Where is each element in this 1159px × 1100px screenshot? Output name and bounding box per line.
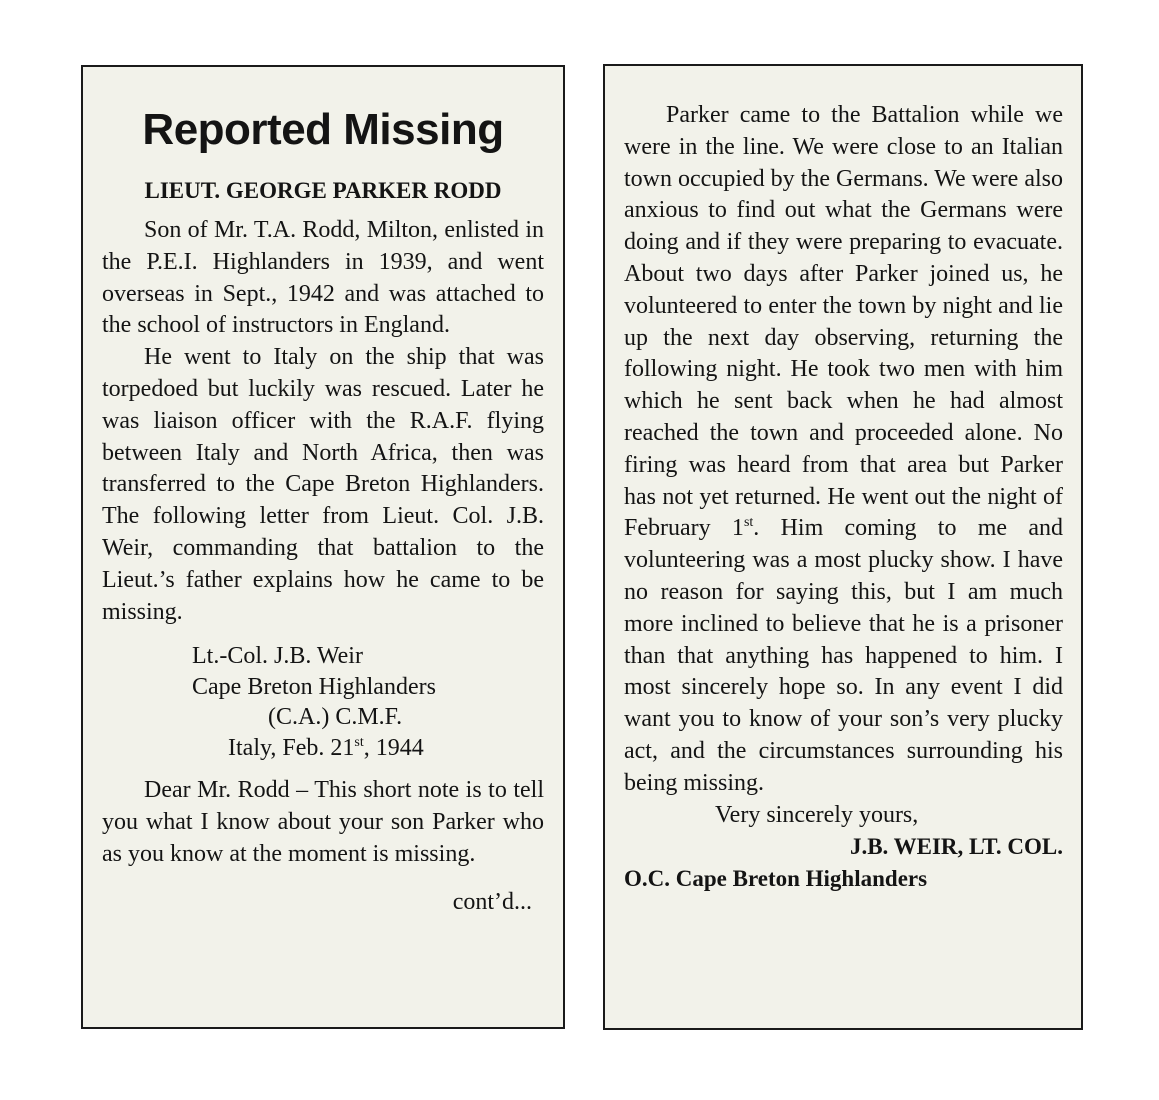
service-paragraph: He went to Italy on the ship that was torpedoed but luckily was rescued. Later he was liaison officer with the R.A.F. flying between Italy and North Africa, then was transferred to the Cape Breton Highlanders. The following letter from Lieut. Col. J.B. Weir, commanding that battalion to the Lieut.’s father explains how he came to be missing. [102,344,544,625]
letter-body-text-end: . Him coming to me and volunteering was a most plucky show. I have no reason for saying this, but I am much more inclined to believe that he is a prisoner than that anything has happened to him. I most sincerely hope so. In any event I did want you to know of your son’s very plucky act, and the circumstances surrounding his being missing. [624,515,1064,796]
letter-address-block [102,641,544,763]
date-text: Italy, Feb. 21 [228,734,355,761]
continued-marker: cont’d... [452,888,532,915]
right-column-panel [603,64,1083,1030]
address-line-force: (C.A.) C.M.F. [268,704,403,731]
letter-body-text-start: Parker came to the Battalion while we were in the line. We were close to an Italian town occupied by the Germans. We were also anxious to find out what the Germans were doing and if they were preparing to evacuate. About two days after Parker joined us, he volunteered to enter the town by night and lie up the next day observing, returning the following night. He took two men with him which he sent back when he had almost reached the town and proceeded alone. No firing was heard from that area but Parker has not yet returned. He went out the night of February 1 [624,102,1063,542]
left-column-panel [81,65,565,1029]
letter-closing: Very sincerely yours, [715,801,919,828]
date-year: , 1944 [363,734,424,761]
intro-paragraph: Son of Mr. T.A. Rodd, Milton, enlisted in the P.E.I. Highlanders in 1939, and went overseas in Sept., 1942 and was attached to the school of instructors in England. [102,217,544,339]
address-line-sender: Lt.-Col. J.B. Weir [192,643,363,670]
headline: Reported Missing [142,105,504,154]
letter-body-ordinal: st [743,515,754,531]
signature-title: O.C. Cape Breton Highlanders [624,866,928,892]
letter-signature: J.B. WEIR, LT. COL. [849,834,1063,860]
letter-body-paragraph [624,100,1063,800]
address-line-unit: Cape Breton Highlanders [192,673,436,700]
address-line-date [102,733,544,764]
subject-name: LIEUT. GEORGE PARKER RODD [144,178,502,203]
date-ordinal: st [354,734,364,750]
letter-salutation-paragraph: Dear Mr. Rodd – This short note is to tell you what I know about your son Parker who as you know at the moment is missing. [102,777,544,867]
